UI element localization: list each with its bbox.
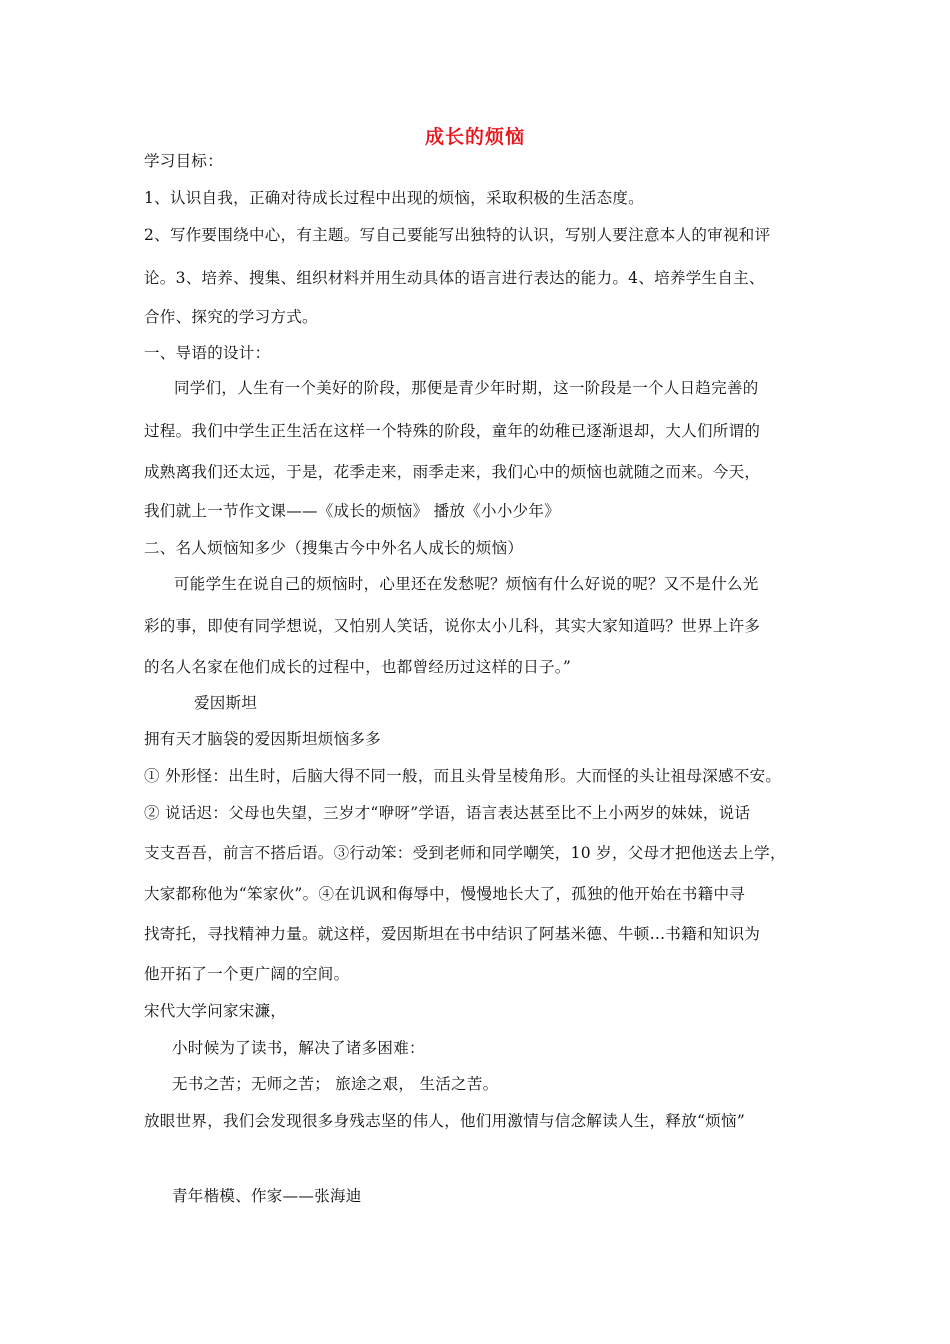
list-item: ② 说话迟：父母也失望，三岁才“咿呀”学语，语言表达甚至比不上小两岁的妹妹，说话: [144, 804, 751, 822]
paragraph-line: 1、认识自我，正确对待成长过程中出现的烦恼，采取积极的生活态度。: [144, 189, 644, 207]
subheading: 爱因斯坦: [194, 694, 258, 712]
paragraph-line: 找寄托，寻找精神力量。就这样，爱因斯坦在书中结识了阿基米德、牛顿…书籍和知识为: [144, 925, 761, 943]
paragraph-line: 过程。我们中学生正生活在这样一个特殊的阶段，童年的幼稚已逐渐退却，大人们所谓的: [144, 422, 761, 440]
paragraph-line: 小时候为了读书，解决了诸多困难：: [172, 1039, 425, 1057]
subheading: 青年楷模、作家——张海迪: [172, 1187, 362, 1205]
paragraph-line: 的名人名家在他们成长的过程中，也都曾经历过这样的日子。”: [144, 658, 572, 676]
paragraph-line: 支支吾吾，前言不搭后语。③行动笨：受到老师和同学嘲笑，10 岁，父母才把他送去上学，: [144, 844, 786, 862]
paragraph-line: 同学们，人生有一个美好的阶段，那便是青少年时期，这一阶段是一个人日趋完善的: [174, 379, 759, 397]
paragraph-line: 2、写作要围绕中心，有主题。写自己要能写出独特的认识，写别人要注意本人的审视和评: [144, 226, 771, 244]
paragraph-line: 拥有天才脑袋的爱因斯坦烦恼多多: [144, 730, 382, 748]
section-heading: 学习目标：: [144, 152, 224, 170]
document-title: 成长的烦恼: [424, 126, 525, 148]
paragraph-line: 论。3、培养、搜集、组织材料并用生动具体的语言进行表达的能力。4、培养学生自主、: [144, 269, 765, 287]
paragraph-line: 无书之苦；无师之苦； 旅途之艰， 生活之苦。: [172, 1075, 499, 1093]
paragraph-line: 成熟离我们还太远，于是，花季走来，雨季走来，我们心中的烦恼也就随之而来。今天，: [144, 463, 761, 481]
paragraph-line: 放眼世界，我们会发现很多身残志坚的伟人，他们用激情与信念解读人生，释放“烦恼”: [144, 1112, 746, 1130]
paragraph-line: 彩的事，即使有同学想说，又怕别人笑话，说你太小儿科，其实大家知道吗？世界上许多: [144, 617, 761, 635]
paragraph-line: 我们就上一节作文课——《成长的烦恼》 播放《小小少年》: [144, 502, 561, 520]
section-heading: 二、名人烦恼知多少（搜集古今中外名人成长的烦恼）: [144, 539, 524, 557]
paragraph-line: 他开拓了一个更广阔的空间。: [144, 965, 350, 983]
list-item: ① 外形怪：出生时，后脑大得不同一般，而且头骨呈棱角形。大而怪的头让祖母深感不安。: [144, 767, 782, 785]
paragraph-line: 可能学生在说自己的烦恼时，心里还在发愁呢？烦恼有什么好说的呢？又不是什么光: [174, 575, 759, 593]
section-heading: 一、导语的设计：: [144, 344, 271, 362]
paragraph-line: 大家都称他为“笨家伙”。④在讥讽和侮辱中，慢慢地长大了，孤独的他开始在书籍中寻: [144, 885, 746, 903]
paragraph-line: 合作、探究的学习方式。: [144, 308, 318, 326]
paragraph-line: 宋代大学问家宋濂，: [144, 1002, 287, 1020]
